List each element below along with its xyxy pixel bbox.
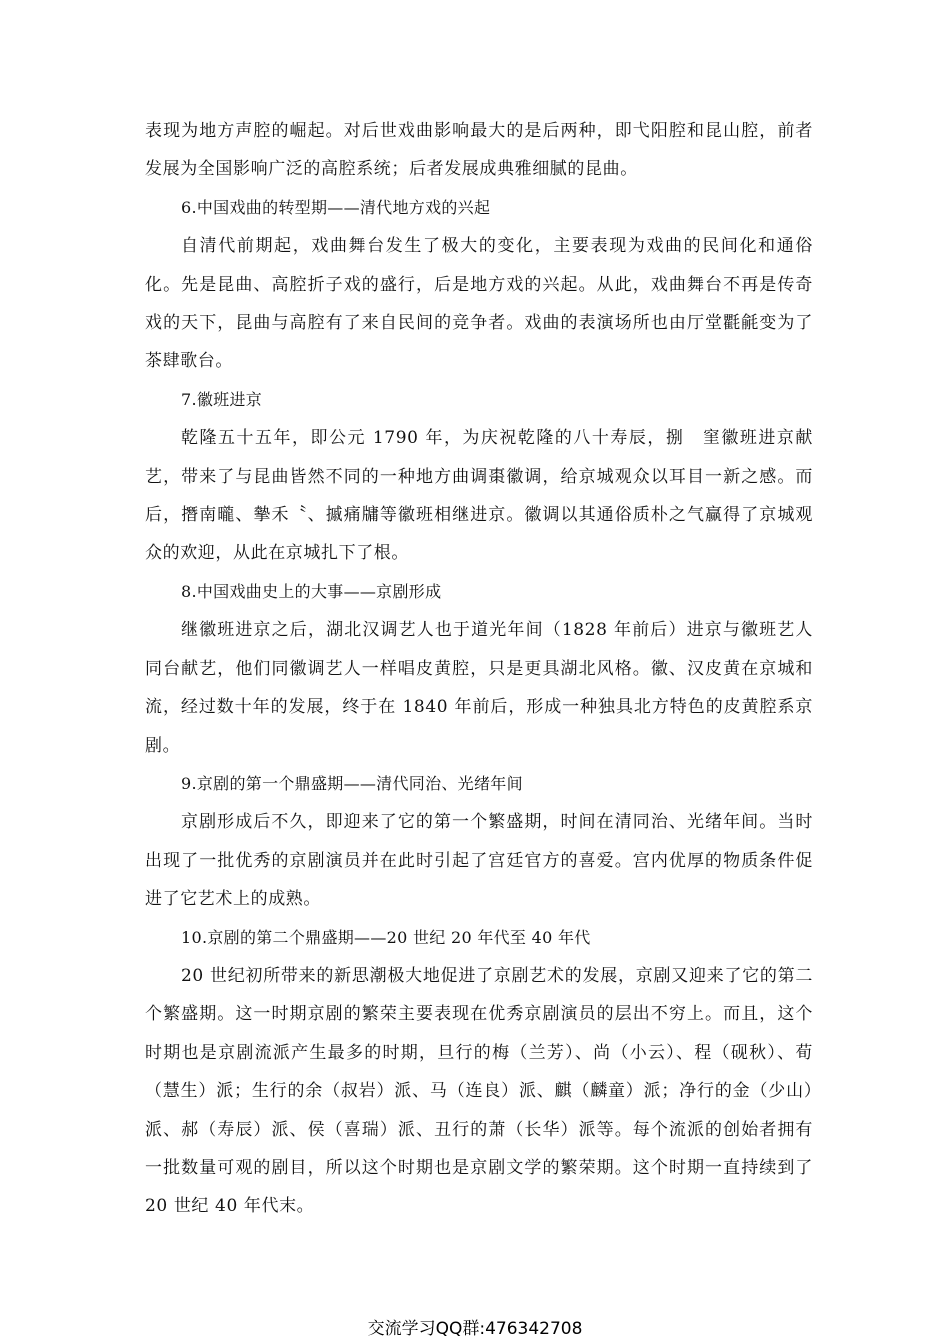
paragraph-intro: 表现为地方声腔的崛起。对后世戏曲影响最大的是后两种，即弋阳腔和昆山腔，前者发展为全国影响广泛的高腔系统；后者发展成典雅细腻的昆曲。 — [145, 121, 813, 180]
section-heading-6: 6.中国戏曲的转型期——清代地方戏的兴起 — [181, 197, 491, 217]
section-heading-8: 8.中国戏曲史上的大事——京剧形成 — [181, 581, 442, 601]
paragraph-section-6: 自清代前期起，戏曲舞台发生了极大的变化，主要表现为戏曲的民间化和通俗化。先是昆曲、高腔折子戏的盛行，后是地方戏的兴起。从此，戏曲舞台不再是传奇戏的天下，昆曲与高腔有了来自民间的竞争者。戏曲的表演场所也由厅堂氍毹变为了茶肆歌台。 — [145, 236, 813, 372]
section-heading-9: 9.京剧的第一个鼎盛期——清代同治、光绪年间 — [181, 773, 523, 793]
paragraph-section-10: 20 世纪初所带来的新思潮极大地促进了京剧艺术的发展，京剧又迎来了它的第二个繁盛期。这一时期京剧的繁荣主要表现在优秀京剧演员的层出不穷上。而且，这个时期也是京剧流派产生最多的时期，旦行的梅（兰芳）、尚（小云）、程（砚秋）、荀（慧生）派；生行的余（叔岩）派、马（连良）派、麒（麟童）派；净行的金（少山）派、郝（寿辰）派、侯（喜瑞）派、丑行的萧（长华）派等。每个流派的创始者拥有一批数量可观的剧目，所以这个时期也是京剧文学的繁荣期。这个时期一直持续到了 20 世纪 40 年代末。 — [145, 965, 813, 1217]
paragraph-section-9: 京剧形成后不久，即迎来了它的第一个繁盛期，时间在清同治、光绪年间。当时出现了一批优秀的京剧演员并在此时引起了宫廷官方的喜爱。宫内优厚的物质条件促进了它艺术上的成熟。 — [145, 812, 813, 910]
section-heading-7: 7.徽班进京 — [181, 389, 263, 409]
paragraph-section-7: 乾隆五十五年，即公元 1790 年，为庆祝乾隆的八十寿辰，捌 窐徽班进京献艺，带来了与昆曲皆然不同的一种地方曲调棗徽调，给京城观众以耳目一新之感。而后，撍南曨、摰禾〝、摵痛牗等徽班相继进京。徽调以其通俗质朴之气赢得了京城观众的欢迎，从此在京城扎下了根。 — [145, 428, 813, 564]
footer-contact-text: 交流学习QQ群:476342708 — [367, 1319, 583, 1339]
document-body — [145, 112, 813, 1226]
section-heading-10: 10.京剧的第二个鼎盛期——20 世纪 20 年代至 40 年代 — [181, 927, 591, 947]
paragraph-section-8: 继徽班进京之后，湖北汉调艺人也于道光年间（1828 年前后）进京与徽班艺人同台献艺，他们同徽调艺人一样唱皮黄腔，只是更具湖北风格。徽、汉皮黄在京城和流，经过数十年的发展，终于在 1840 年前后，形成一种独具北方特色的皮黄腔系京剧。 — [145, 620, 813, 756]
